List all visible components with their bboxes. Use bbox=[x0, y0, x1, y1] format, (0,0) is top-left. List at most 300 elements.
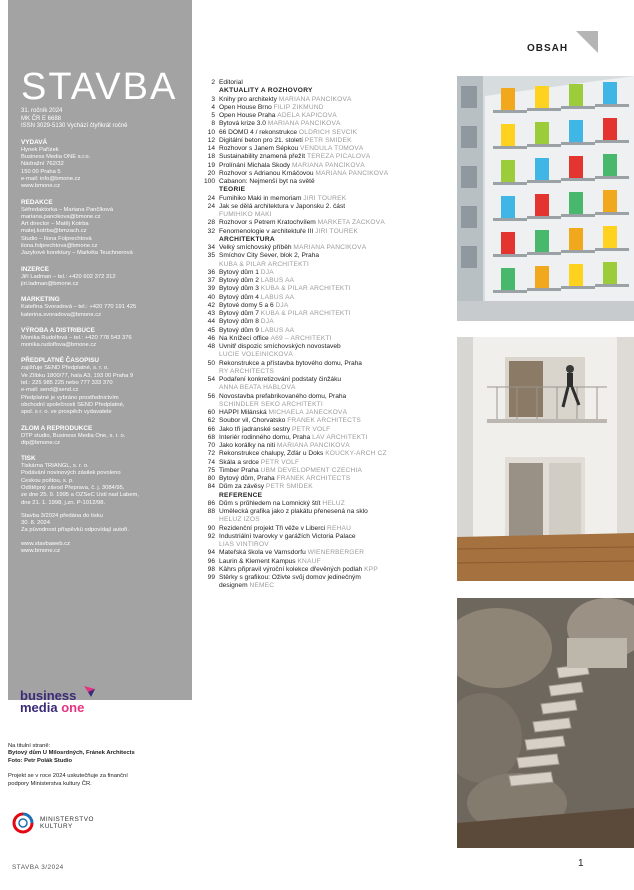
toc-page-number: 99 bbox=[207, 574, 215, 581]
cover-label: Na titulní straně: bbox=[8, 743, 51, 749]
toc-title bbox=[219, 409, 347, 417]
toc-entry bbox=[202, 302, 452, 310]
toc-author: LÁBUS AA bbox=[260, 277, 295, 284]
toc-title bbox=[219, 450, 387, 458]
toc-page-number bbox=[202, 186, 219, 194]
toc-title bbox=[219, 277, 294, 285]
toc-page-number: 19 bbox=[207, 161, 215, 169]
toc-author: REHAU bbox=[327, 524, 352, 532]
toc-title-text: Rekonstrukce chalupy, Žďár u Doks bbox=[219, 450, 324, 458]
toc-page-number: 56 bbox=[207, 392, 215, 400]
toc-title bbox=[219, 104, 324, 112]
toc-page-number: 5 bbox=[211, 112, 215, 119]
impressum-line: Ve Žlíbku 1800/77, hala A3, 193 00 Praha 9 bbox=[21, 372, 134, 379]
impressum-line: www.bmone.cz bbox=[21, 548, 60, 555]
toc-title bbox=[219, 79, 243, 87]
toc-title bbox=[219, 566, 378, 574]
impressum-line: monika.rudolfova@bmone.cz bbox=[21, 342, 97, 349]
toc-page-number: 14 bbox=[207, 145, 215, 152]
toc-page-number: 94 bbox=[207, 549, 215, 557]
toc-entry bbox=[202, 434, 452, 442]
toc-page-number: 46 bbox=[207, 334, 215, 342]
toc-page-number: 75 bbox=[207, 466, 215, 474]
toc-entry bbox=[202, 574, 452, 582]
toc-title-text: Fenomenologie v architektuře III bbox=[219, 227, 314, 235]
impressum-heading: INZERCE bbox=[21, 265, 50, 273]
toc-page-number: 24 bbox=[207, 202, 215, 210]
toc-title-text: Bytový dům 9 bbox=[219, 326, 259, 334]
toc-entry bbox=[202, 327, 452, 335]
toc-title-text: Timber Praha bbox=[219, 466, 259, 474]
toc-title bbox=[219, 475, 350, 483]
toc-entry bbox=[202, 244, 452, 252]
impressum-line: Art director – Matěj Kotrba bbox=[21, 221, 89, 228]
toc-page-number bbox=[202, 261, 219, 269]
impressum-block bbox=[21, 455, 180, 555]
toc-title bbox=[219, 525, 351, 533]
toc-author: ADÉLA KAPICOVÁ bbox=[277, 112, 337, 119]
toc-title bbox=[219, 269, 274, 277]
toc-page-number bbox=[202, 351, 219, 359]
toc-author: KUBA & PILAŘ ARCHITEKTI bbox=[260, 285, 351, 293]
toc-page-number: 39 bbox=[207, 285, 215, 293]
impressum-line: matej.kotrba@bmzach.cz bbox=[21, 228, 87, 235]
toc-title-text: Editorial bbox=[219, 79, 243, 86]
toc-page-number: 84 bbox=[207, 483, 215, 491]
toc-page-number: 80 bbox=[207, 475, 215, 482]
toc-author: KUBA & PILAŘ ARCHITEKTI bbox=[219, 260, 309, 268]
toc-entry bbox=[202, 104, 452, 112]
toc-entry bbox=[202, 566, 452, 574]
impressum-line: www.bmone.cz bbox=[21, 183, 60, 190]
toc-title-text: Uvnitř dispozic smíchovských novostaveb bbox=[219, 343, 341, 350]
support-note-1: Projekt se v roce 2024 uskutečňuje za finanční bbox=[8, 773, 128, 780]
toc-title-text: REFERENCE bbox=[219, 491, 263, 499]
toc-title bbox=[219, 376, 341, 384]
toc-page-number bbox=[202, 401, 219, 409]
toc-title bbox=[219, 516, 260, 524]
toc-author: KOUCKY-ARCH CZ bbox=[325, 450, 387, 458]
toc-page-number: 48 bbox=[207, 343, 215, 350]
toc-entry bbox=[202, 500, 452, 508]
toc-title-text: Open House Brno bbox=[219, 103, 272, 111]
toc-page-number: 28 bbox=[207, 219, 215, 227]
toc-page-number bbox=[202, 492, 219, 500]
toc-page-number: 8 bbox=[211, 120, 215, 128]
impressum-block bbox=[21, 296, 180, 319]
toc-entry bbox=[202, 318, 452, 326]
toc-title-text: HAPPI Milánská bbox=[219, 409, 267, 416]
impressum-line: mariana.pancikova@bmone.cz bbox=[21, 213, 101, 220]
toc-title-text: Jak se dělá architektura v Japonsku 2. část bbox=[219, 202, 346, 210]
impressum-heading: PŘEDPLATNÉ ČASOPISU bbox=[21, 357, 99, 365]
toc-page-number: 96 bbox=[207, 557, 215, 565]
toc-page-number: 35 bbox=[207, 252, 215, 260]
toc-author: PETR ŠMÍDEK bbox=[304, 136, 352, 144]
toc-entry bbox=[202, 450, 452, 458]
toc-entry bbox=[202, 533, 452, 541]
toc-page-number: 88 bbox=[207, 508, 215, 515]
ministry-line-1: MINISTERSTVO bbox=[40, 816, 94, 823]
toc-author: MARIANA PANČÍKOVÁ bbox=[315, 169, 389, 177]
toc-page-number bbox=[202, 516, 219, 524]
toc-entry bbox=[202, 228, 452, 236]
impressum-line: Za původnost příspěvků odpovídají autoři. bbox=[21, 527, 129, 534]
toc-title-text: Rozhovor s Petrem Kratochvílem bbox=[219, 219, 316, 227]
toc-page-number bbox=[202, 541, 219, 549]
toc-entry bbox=[202, 162, 452, 170]
toc-author: MARIANA PANČÍKOVÁ bbox=[291, 161, 365, 169]
toc-title bbox=[219, 302, 289, 310]
impressum-line: Business Media ONE s.r.o. bbox=[21, 154, 91, 161]
toc-entry bbox=[202, 145, 452, 153]
toc-title bbox=[219, 459, 299, 467]
toc-page-number bbox=[202, 87, 219, 95]
impressum-block bbox=[21, 199, 180, 258]
toc-title bbox=[219, 186, 245, 194]
toc-title bbox=[219, 426, 330, 434]
toc-title-text: Stěrky s grafikou: Oživte svůj domov jedinečným bbox=[219, 574, 361, 581]
toc-page-number: 62 bbox=[207, 417, 215, 425]
toc-author: PETR VOLF bbox=[260, 458, 300, 466]
toc-title bbox=[219, 203, 345, 211]
toc-title bbox=[219, 508, 368, 516]
toc-page-number: 24 bbox=[207, 194, 215, 202]
toc-title-text: designem bbox=[219, 582, 248, 590]
toc-author: MARKÉTA ŽÁČKOVÁ bbox=[317, 219, 385, 227]
toc-title bbox=[219, 294, 294, 302]
toc-entry bbox=[202, 219, 452, 227]
toc-title bbox=[219, 533, 356, 541]
toc-page-number: 74 bbox=[207, 458, 215, 466]
toc-section-heading bbox=[202, 186, 452, 194]
toc-author: FUMIHIKO MAKI bbox=[219, 211, 272, 218]
toc-title bbox=[219, 582, 274, 590]
toc-title bbox=[219, 492, 262, 500]
toc-author: ANNA BEATA HÁBLOVÁ bbox=[219, 384, 296, 392]
impressum-line: Českou poštou, s. p. bbox=[21, 477, 74, 484]
toc-title-text: Knihy pro architekty bbox=[219, 95, 277, 103]
toc-title bbox=[219, 442, 350, 450]
toc-title-text: Fumihiko Maki in memoriam bbox=[219, 194, 302, 202]
toc-entry bbox=[202, 558, 452, 566]
toc-title bbox=[219, 310, 351, 318]
toc-page-number: 50 bbox=[207, 359, 215, 367]
toc-page-number: 90 bbox=[207, 524, 215, 532]
toc-title bbox=[219, 211, 272, 219]
toc-title-text: Industriální tvarovky v garážích Victoria Palace bbox=[219, 532, 356, 540]
toc-author: OLDŘICH ŠEVČÍK bbox=[298, 128, 358, 136]
impressum-heading: MARKETING bbox=[21, 296, 60, 304]
section-tab: OBSAH bbox=[527, 43, 569, 54]
toc-title bbox=[219, 401, 323, 409]
toc-section-heading bbox=[202, 236, 452, 244]
toc-entry bbox=[202, 252, 452, 260]
toc-author: DJA bbox=[275, 301, 289, 309]
toc-title-text: Cabanon: Nejmenší byt na světě bbox=[219, 178, 315, 185]
business-media-one-logo bbox=[20, 690, 84, 714]
toc-entry bbox=[202, 129, 452, 137]
impressum-heading: TISK bbox=[21, 455, 36, 463]
toc-title-text: Na Knížecí office bbox=[219, 334, 269, 342]
toc-title-text: Rezidenční projekt Tři věže v Liberci bbox=[219, 524, 326, 532]
impressum-line: Podávání novinových zásilek povoleno bbox=[21, 470, 121, 477]
toc-title bbox=[219, 178, 315, 186]
photo-colorful-balconies bbox=[457, 76, 634, 321]
logo-line-1: business bbox=[20, 688, 77, 703]
toc-title bbox=[219, 236, 275, 244]
toc-entry bbox=[202, 294, 452, 302]
toc-title-text: Digitální beton pro 21. století bbox=[219, 136, 303, 144]
notes bbox=[8, 743, 198, 788]
toc-section-heading bbox=[202, 492, 452, 500]
toc-entry bbox=[202, 211, 452, 219]
toc-title-text: Soubor vil, Chorvatsko bbox=[219, 417, 286, 425]
toc-entry bbox=[202, 409, 452, 417]
impressum-line: 150 00 Praha 5 bbox=[21, 168, 61, 175]
toc-page-number: 60 bbox=[207, 409, 215, 416]
table-of-contents bbox=[202, 79, 452, 591]
toc-entry bbox=[202, 79, 452, 87]
impressum-line: 30. 8. 2024 bbox=[21, 520, 51, 527]
toc-page-number: 36 bbox=[207, 268, 215, 276]
toc-entry bbox=[202, 351, 452, 359]
toc-title bbox=[219, 335, 332, 343]
impressum-heading: REDAKCE bbox=[21, 198, 53, 206]
toc-title-text: Smíchov City Sever, blok 2, Praha bbox=[219, 252, 320, 260]
toc-title-text: TEORIE bbox=[219, 186, 246, 194]
toc-title-text: AKTUALITY A ROZHOVORY bbox=[219, 87, 313, 95]
toc-page-number bbox=[202, 368, 219, 376]
toc-title bbox=[219, 261, 309, 269]
impressum-block bbox=[21, 266, 180, 289]
toc-title bbox=[219, 228, 358, 236]
toc-title-text: Open House Praha bbox=[219, 112, 276, 119]
toc-title-text: Umělecká grafika jako z plakátu přenesená na sklo bbox=[219, 508, 368, 515]
logo-mark-icon bbox=[82, 684, 96, 698]
impressum-line: obchodní společnosti SEND Předplatné, bbox=[21, 401, 125, 408]
publication-info-line: ISSN 3029-5130 Vychází čtyřikrát ročně bbox=[21, 123, 128, 130]
toc-title-text: Novostavba prefabrikovaného domu, Praha bbox=[219, 392, 347, 400]
toc-author: SCHINDLER SEKO ARCHITEKTI bbox=[219, 400, 323, 408]
toc-entry bbox=[202, 384, 452, 392]
toc-title-text: Kährs připravil výroční kolekce dřevěných podlah bbox=[219, 565, 363, 573]
toc-title bbox=[219, 467, 362, 475]
toc-entry bbox=[202, 170, 452, 178]
impressum-line: Kateřina Svoradová – tel.: +420 770 191 425 bbox=[21, 304, 137, 311]
toc-title bbox=[219, 343, 341, 351]
toc-title bbox=[219, 244, 366, 252]
toc-title bbox=[219, 318, 274, 326]
toc-title-text: Jako korálky na niti bbox=[219, 442, 276, 449]
toc-title bbox=[219, 170, 388, 178]
toc-author: FILIP ZIKMUND bbox=[273, 103, 324, 111]
toc-page-number: 32 bbox=[207, 227, 215, 235]
toc-page-number: 42 bbox=[207, 301, 215, 309]
toc-title bbox=[219, 120, 341, 128]
impressum-line: e-mail: info@bmone.cz bbox=[21, 175, 81, 182]
toc-section-heading bbox=[202, 87, 452, 95]
toc-title-text: Velký smíchovský příběh bbox=[219, 244, 292, 251]
toc-entry bbox=[202, 459, 452, 467]
toc-title bbox=[219, 219, 385, 227]
toc-title-text: Bytový dům 2 bbox=[219, 277, 259, 284]
toc-entry bbox=[202, 426, 452, 434]
toc-title bbox=[219, 549, 364, 557]
impressum-line: dne 21. 1. 1998, j.zn. P-1012/98. bbox=[21, 499, 106, 506]
toc-page-number: 3 bbox=[211, 95, 215, 103]
impressum-block bbox=[21, 327, 180, 350]
toc-author: A69 – ARCHITEKTI bbox=[270, 334, 332, 342]
toc-title-text: Rekonstrukce a přístavba bytového domu, Praha bbox=[219, 359, 362, 367]
toc-title bbox=[219, 137, 352, 145]
toc-author: VENDULA TŮMOVÁ bbox=[300, 145, 364, 152]
toc-title bbox=[219, 541, 269, 549]
toc-author: LUCIE VOLEINÍČKOVÁ bbox=[219, 351, 293, 359]
ministry-emblem-icon bbox=[12, 812, 34, 834]
toc-page-number: 66 bbox=[207, 425, 215, 433]
toc-entry bbox=[202, 178, 452, 186]
toc-page-number: 72 bbox=[207, 450, 215, 458]
impressum-heading: VYDAVÁ bbox=[21, 138, 48, 146]
toc-entry bbox=[202, 112, 452, 120]
toc-author: MARIANA PANČÍKOVÁ bbox=[293, 244, 367, 251]
toc-page-number: 34 bbox=[207, 244, 215, 251]
toc-title bbox=[219, 417, 361, 425]
toc-author: KNAUF bbox=[297, 557, 321, 565]
toc-page-number: 70 bbox=[207, 442, 215, 449]
toc-author: MARIANA PANČÍKOVÁ bbox=[267, 120, 341, 128]
photo-stone-stairs bbox=[457, 598, 634, 848]
impressum-sidebar bbox=[8, 0, 192, 703]
toc-title-text: Interiér rodinného domu, Praha bbox=[219, 433, 311, 441]
toc-entry bbox=[202, 285, 452, 293]
toc-page-number: 2 bbox=[211, 79, 215, 86]
toc-entry bbox=[202, 483, 452, 491]
toc-author: KUBA & PILAŘ ARCHITEKTI bbox=[260, 310, 351, 317]
toc-entry bbox=[202, 203, 452, 211]
toc-title-text: Dům za závěsy bbox=[219, 483, 265, 491]
impressum-block bbox=[21, 425, 180, 448]
toc-page-number bbox=[202, 384, 219, 392]
toc-title bbox=[219, 574, 361, 582]
toc-entry bbox=[202, 467, 452, 475]
impressum-line: Jiří Ladman – tel.: +420 602 372 312 bbox=[21, 273, 116, 280]
toc-title-text: Bytové domy 5 a 6 bbox=[219, 301, 274, 309]
toc-author: KPP bbox=[364, 565, 378, 573]
toc-page-number: 86 bbox=[207, 499, 215, 507]
toc-author: LÁBUS AA bbox=[260, 326, 295, 334]
ministry-logo bbox=[12, 812, 94, 834]
toc-author: MARIANA PANČÍKOVÁ bbox=[278, 95, 352, 103]
impressum-line: Jazykové korektury – Markéta Teuchnerová bbox=[21, 250, 133, 257]
impressum-line: Nádražní 762/32 bbox=[21, 161, 64, 168]
toc-title bbox=[219, 368, 274, 376]
toc-page-number: 10 bbox=[207, 128, 215, 136]
impressum-line: katerina.svoradova@bmone.cz bbox=[21, 311, 101, 318]
toc-title-text: Bytový dům 1 bbox=[219, 268, 259, 276]
toc-page-number: 68 bbox=[207, 433, 215, 441]
toc-entry bbox=[202, 269, 452, 277]
toc-entry bbox=[202, 516, 452, 524]
toc-title bbox=[219, 129, 357, 137]
toc-entry bbox=[202, 582, 452, 590]
toc-title-text: ARCHITEKTURA bbox=[219, 235, 275, 243]
toc-author: MICHAELA JANEČKOVÁ bbox=[268, 409, 348, 416]
page-number: 1 bbox=[578, 858, 584, 869]
toc-title-text: Rozhovor s Adrianou Krnáčovou bbox=[219, 169, 314, 177]
impressum-line: ze dne 25. 9. 1995 a OZSeČ Ústí nad Labem, bbox=[21, 492, 139, 499]
impressum-block bbox=[21, 139, 180, 191]
impressum-heading: VÝROBA A DISTRIBUCE bbox=[21, 326, 95, 334]
toc-author: DJA bbox=[260, 318, 274, 326]
support-note-2: podpory Ministerstva kultury ČR. bbox=[8, 780, 92, 787]
toc-page-number: 18 bbox=[207, 153, 215, 161]
impressum-line: jiri.ladman@bmone.cz bbox=[21, 280, 79, 287]
corner-triangle-icon bbox=[576, 31, 598, 53]
toc-entry bbox=[202, 120, 452, 128]
impressum-line: spol. s r. o. ve prospěch vydavatele bbox=[21, 409, 112, 416]
toc-entry bbox=[202, 401, 452, 409]
toc-author: HELUZ IZOS bbox=[219, 516, 260, 524]
toc-page-number: 37 bbox=[207, 277, 215, 284]
logo-line-2 bbox=[20, 702, 84, 714]
impressum-line: ilona.folprechtova@bmone.cz bbox=[21, 243, 98, 250]
toc-title bbox=[219, 351, 293, 359]
toc-title bbox=[219, 145, 364, 153]
impressum-line: tel.: 225 985 225 nebo 777 333 370 bbox=[21, 380, 113, 387]
impressum-line: Studio – Ilona Folprechtová bbox=[21, 235, 92, 242]
toc-page-number: 45 bbox=[207, 326, 215, 334]
toc-entry bbox=[202, 417, 452, 425]
toc-entry bbox=[202, 153, 452, 161]
toc-entry bbox=[202, 525, 452, 533]
impressum-blocks bbox=[21, 139, 180, 556]
toc-title-text: Bytový dům 4 bbox=[219, 293, 259, 301]
toc-page-number bbox=[202, 211, 219, 219]
toc-title bbox=[219, 162, 365, 170]
toc-page-number: 40 bbox=[207, 293, 215, 301]
toc-page-number: 12 bbox=[207, 136, 215, 144]
cover-text: Bytový dům U Milosrdných, Fránek Architects bbox=[8, 750, 135, 757]
toc-title bbox=[219, 500, 345, 508]
toc-entry bbox=[202, 549, 452, 557]
toc-title-text: Prolínání Michala Škody bbox=[219, 161, 291, 169]
impressum-line: dtp@bmone.cz bbox=[21, 439, 61, 446]
photo-courtyard-facade bbox=[457, 337, 634, 581]
toc-page-number: 100 bbox=[203, 178, 215, 185]
toc-title-text: Podaření konkretizování podstaty činžáku bbox=[219, 376, 342, 383]
toc-title-text: Rozhovor s Janem Šépkou bbox=[219, 145, 299, 152]
impressum-block bbox=[21, 357, 180, 416]
impressum-line: Odštěpný závod Přeprava, č. j. 3084/95, bbox=[21, 484, 125, 491]
toc-title bbox=[219, 393, 346, 401]
toc-title bbox=[219, 285, 351, 293]
toc-entry bbox=[202, 442, 452, 450]
toc-title bbox=[219, 434, 368, 442]
magazine-title: STAVBA bbox=[21, 66, 178, 108]
toc-author: FRÁNEK ARCHITECTS bbox=[276, 475, 351, 482]
toc-title bbox=[219, 360, 362, 368]
toc-title-text: Bytový dům 7 bbox=[219, 310, 259, 317]
toc-entry bbox=[202, 335, 452, 343]
impressum-line: Stavba 3/2024 předána do tisku bbox=[21, 512, 103, 519]
toc-title bbox=[219, 558, 321, 566]
impressum-line: e-mail: send@send.cz bbox=[21, 387, 79, 394]
toc-entry bbox=[202, 96, 452, 104]
toc-author: PETR VOLF bbox=[291, 425, 331, 433]
ministry-line-2: KULTURY bbox=[40, 823, 73, 830]
